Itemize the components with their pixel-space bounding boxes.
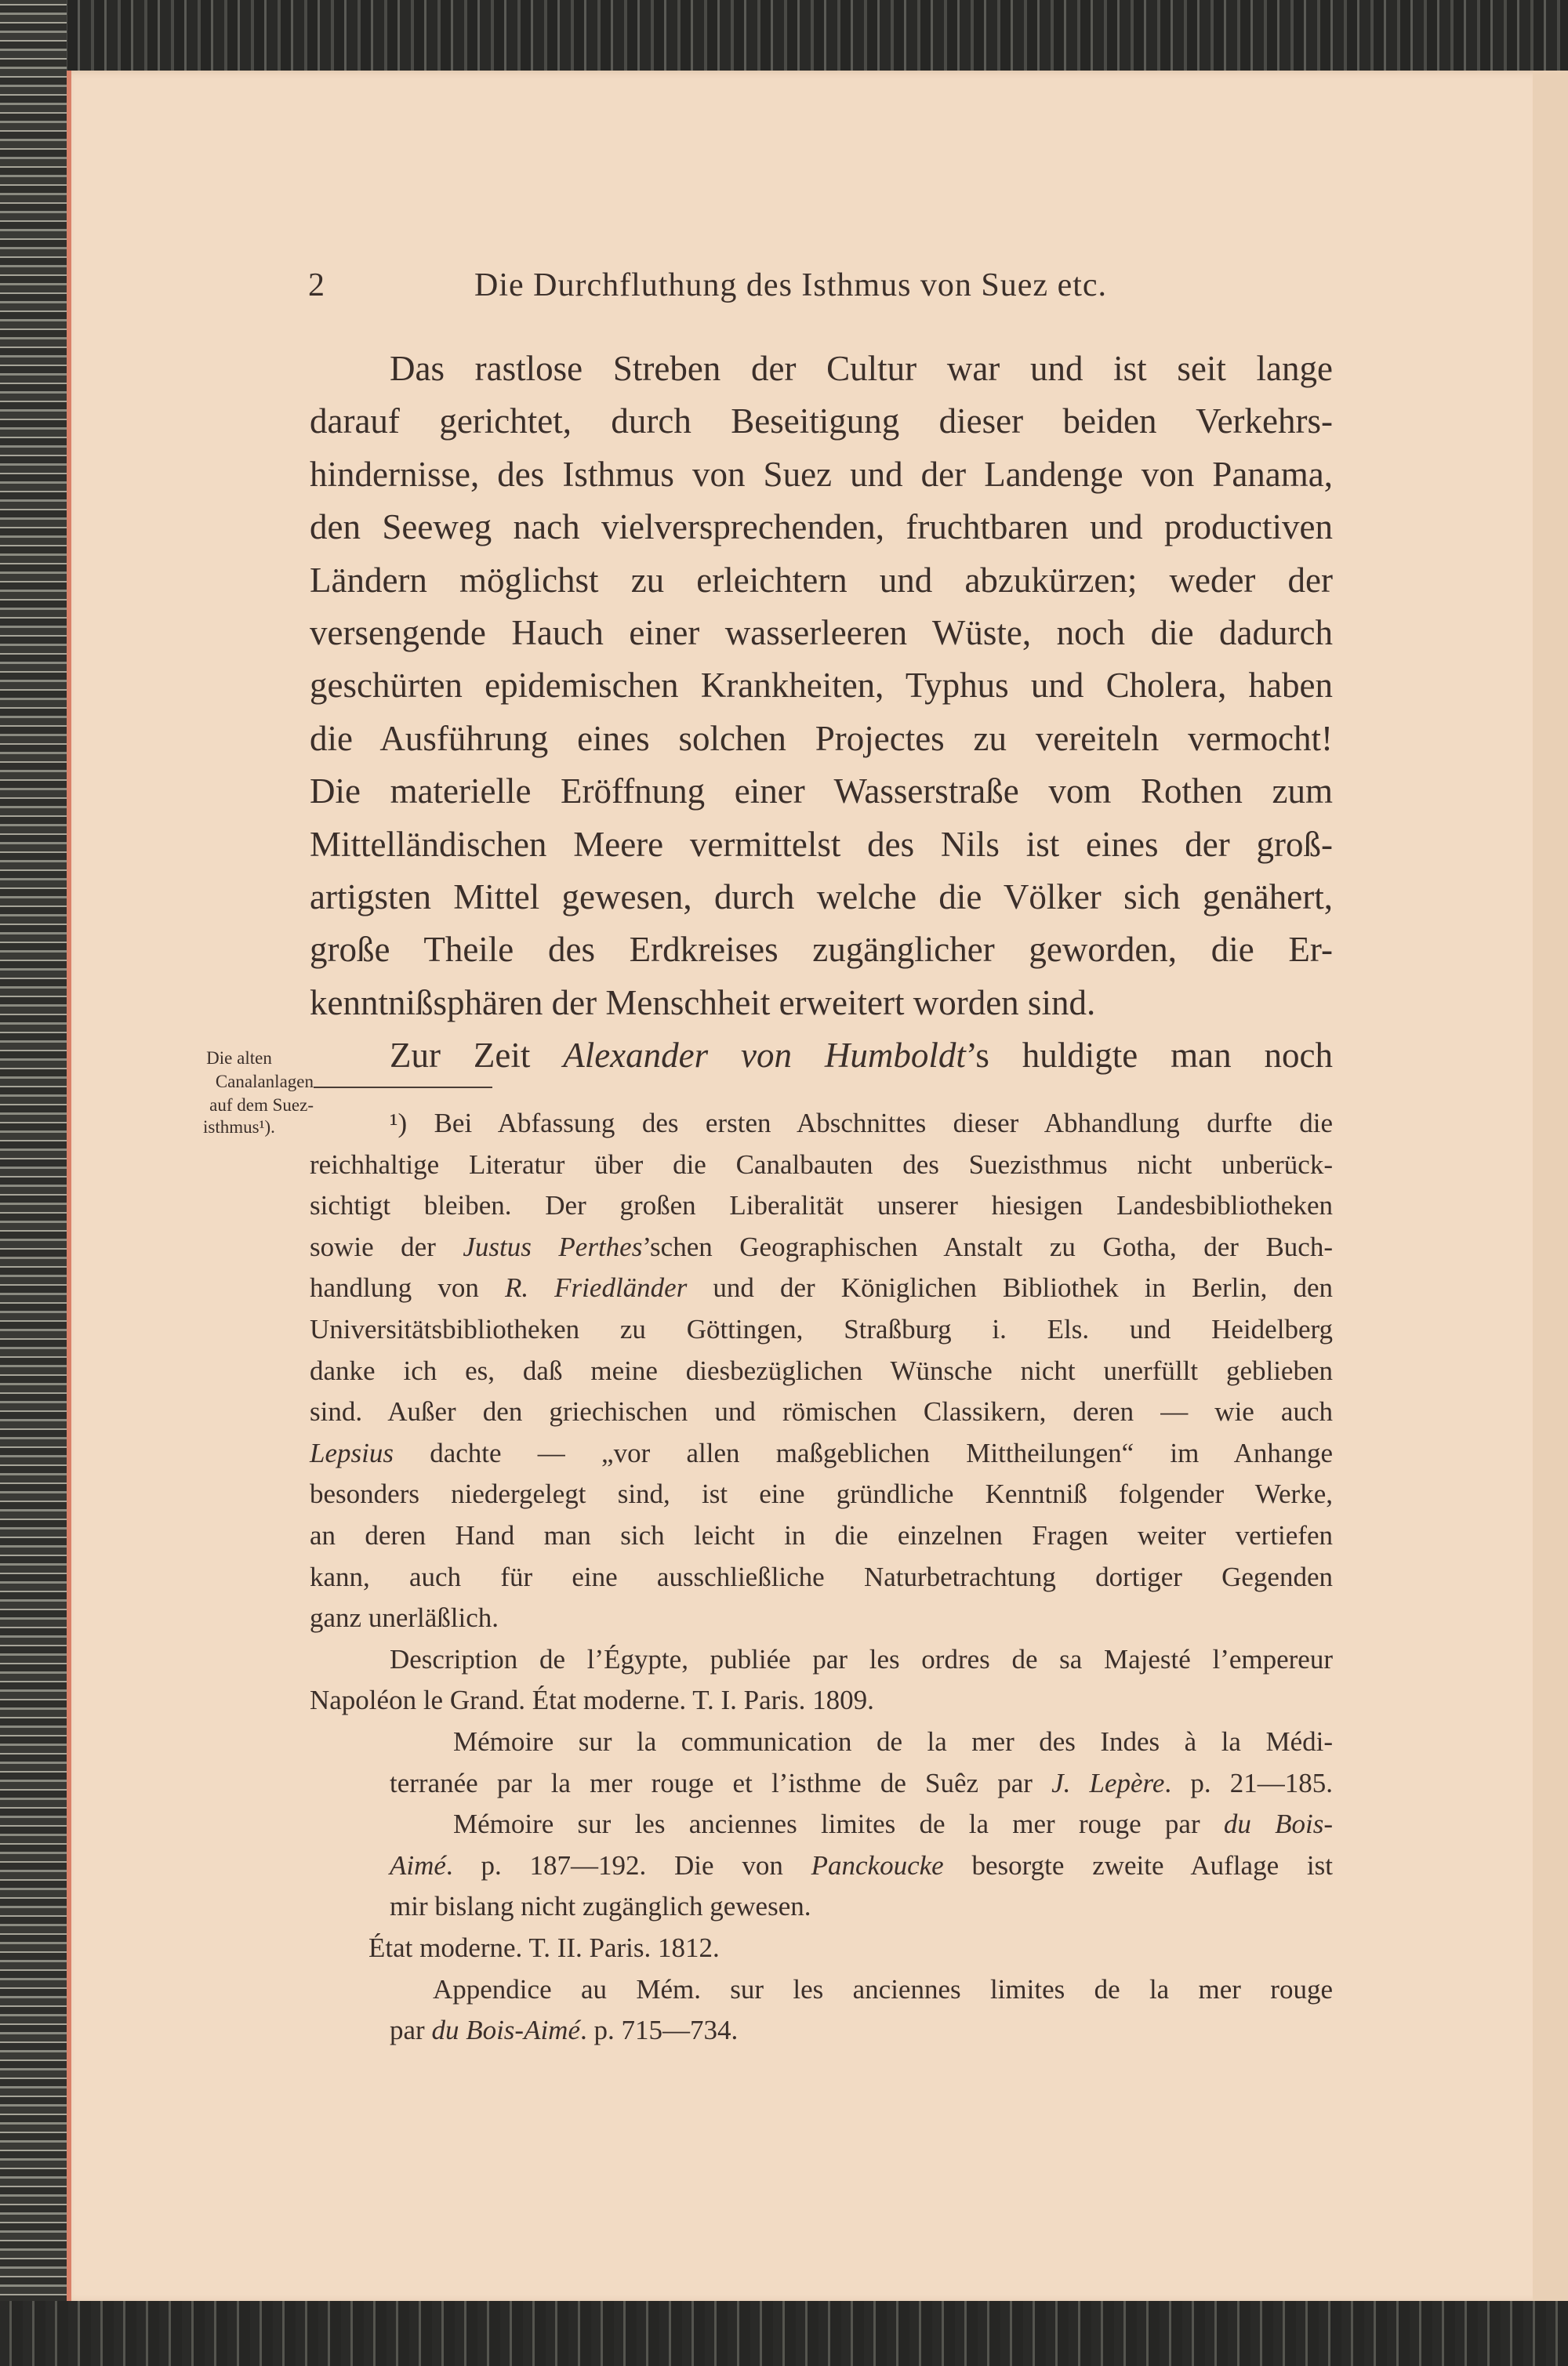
footnote-line <box>390 1105 1333 1141</box>
margin-note-line: auf dem Suez- <box>209 1095 314 1115</box>
text-segment: terranée par la mer rouge et l’isthme de Suêz par <box>390 1767 1052 1798</box>
page-fold <box>1533 71 1568 2303</box>
text-segment: dachte — „vor allen maßgeblichen Mittheilungen“ im Anhange <box>393 1437 1333 1468</box>
text-line <box>310 821 1333 868</box>
text-segment: Mémoire sur les anciennes limites de la mer rouge par <box>453 1809 1224 1840</box>
italic-name: R. Friedländer <box>504 1272 688 1304</box>
text-segment: Napoléon le Grand. État moderne. T. I. Paris. 1809. <box>310 1685 874 1716</box>
italic-name: Alexander von Humboldt <box>563 1036 966 1076</box>
text-segment: kann, auch für eine ausschließliche Naturbetrachtung dortiger Gegenden <box>310 1561 1333 1592</box>
footnote-line <box>310 1682 1333 1718</box>
text-segment: darauf gerichtet, durch Beseitigung dieser beiden Verkehrs- <box>310 401 1333 441</box>
text-segment: handlung von <box>310 1272 505 1304</box>
italic-name: Justus Perthes <box>463 1231 643 1262</box>
text-segment: den Seeweg nach vielversprechenden, fruchtbaren und productiven <box>310 507 1333 547</box>
footnote-line <box>390 1889 1333 1925</box>
text-line <box>310 662 1333 709</box>
footnote-line <box>310 1435 1333 1471</box>
text-segment: besonders niedergelegt sind, ist eine gründliche Kenntniß folgender Werke, <box>310 1479 1333 1510</box>
text-segment: sowie der <box>310 1231 463 1262</box>
text-line <box>390 345 1333 392</box>
footnote-line <box>310 1188 1333 1224</box>
text-line <box>310 609 1333 656</box>
text-line <box>310 503 1333 550</box>
page-number: 2 <box>308 267 325 303</box>
text-segment: Universitätsbibliotheken zu Göttingen, Straßburg i. Els. und Heidelberg <box>310 1314 1333 1344</box>
text-line <box>310 451 1333 498</box>
margin-note-line: Die alten <box>206 1048 272 1068</box>
text-segment: besorgte zweite Auflage ist <box>943 1849 1333 1881</box>
italic-name: du Bois-Aimé <box>431 2015 580 2046</box>
text-line <box>310 979 1333 1026</box>
text-segment: und der Königlichen Bibliothek in Berlin, den <box>687 1272 1333 1304</box>
text-segment: Zur Zeit <box>390 1036 564 1076</box>
text-segment: geschürten epidemischen Krankheiten, Typhus und Cholera, haben <box>310 666 1333 706</box>
text-segment: . p. 715—734. <box>580 2015 739 2046</box>
italic-name: Lepsius <box>310 1437 394 1468</box>
text-segment: Die materielle Eröffnung einer Wasserstraße vom Rothen zum <box>310 771 1333 811</box>
text-segment: sind. Außer den griechischen und römischen Classikern, deren — wie auch <box>310 1396 1333 1428</box>
text-segment: . p. 187—192. Die von <box>445 1849 811 1881</box>
text-line <box>310 926 1333 973</box>
footnote-line <box>390 1848 1333 1884</box>
footnote-line <box>310 1147 1333 1183</box>
italic-name: Aimé <box>390 1849 446 1881</box>
text-segment: Ländern möglichst zu erleichtern und abzukürzen; weder der <box>310 560 1333 600</box>
footnote-line <box>310 1353 1333 1389</box>
footnote-line <box>310 1476 1333 1512</box>
scan-top-edge <box>0 0 1568 74</box>
text-segment: Mémoire sur la communication de la mer des Indes à la Médi- <box>453 1726 1333 1757</box>
running-title: Die Durchfluthung des Isthmus von Suez etc. <box>474 267 1108 303</box>
text-segment: État moderne. T. II. Paris. 1812. <box>368 1932 720 1963</box>
footnote-line <box>310 1312 1333 1348</box>
text-segment: mir bislang nicht zugänglich gewesen. <box>390 1891 811 1922</box>
scan-bottom-edge <box>0 2301 1568 2366</box>
footnote-line <box>453 1806 1333 1842</box>
text-segment: ¹) Bei Abfassung des ersten Abschnittes dieser Abhandlung durfte die <box>390 1108 1333 1138</box>
text-segment: ’schen Geographischen Anstalt zu Gotha, der Buch- <box>642 1231 1333 1262</box>
footnote-rule <box>314 1087 492 1088</box>
text-segment: reichhaltige Literatur über die Canalbauten des Suezisthmus nicht unberück- <box>310 1149 1333 1180</box>
text-segment: ’s huldigte man noch <box>965 1036 1333 1076</box>
text-segment: an deren Hand man sich leicht in die einzelnen Fragen weiter vertiefen <box>310 1520 1333 1551</box>
text-line <box>310 873 1333 920</box>
italic-name: du Bois- <box>1223 1809 1333 1840</box>
text-segment: artigsten Mittel gewesen, durch welche die Völker sich genähert, <box>310 877 1333 916</box>
text-line <box>310 767 1333 815</box>
text-segment: Appendice au Mém. sur les anciennes limites de la mer rouge <box>433 1973 1333 2005</box>
footnote-line <box>390 1642 1333 1678</box>
text-segment: ganz unerläßlich. <box>310 1602 499 1634</box>
text-segment: danke ich es, daß meine diesbezüglichen Wünsche nicht unerfüllt geblieben <box>310 1355 1333 1386</box>
italic-name: J. Lepère <box>1051 1767 1165 1798</box>
footnote-line <box>453 1724 1333 1760</box>
footnote-line <box>310 1394 1333 1430</box>
text-segment: Das rastlose Streben der Cultur war und ist seit lange <box>390 349 1333 388</box>
text-line <box>390 1032 1333 1079</box>
footnote-line <box>310 1518 1333 1554</box>
italic-name: Panckoucke <box>811 1849 944 1881</box>
text-segment: die Ausführung eines solchen Projectes zu vereiteln vermocht! <box>310 718 1333 758</box>
book-cover-edge <box>0 0 67 2366</box>
footnote-line <box>433 1972 1333 2008</box>
text-segment: par <box>390 2015 432 2046</box>
footnote-line <box>310 1559 1333 1595</box>
text-segment: große Theile des Erdkreises zugänglicher geworden, die Er- <box>310 930 1333 970</box>
margin-note-line: isthmus¹). <box>203 1117 275 1137</box>
text-segment: versengende Hauch einer wasserleeren Wüste, noch die dadurch <box>310 613 1333 652</box>
text-segment: kenntnißsphären der Menschheit erweitert worden sind. <box>310 982 1096 1022</box>
text-segment: sichtigt bleiben. Der großen Liberalität unserer hiesigen Landesbibliotheken <box>310 1190 1333 1221</box>
text-segment: Mittelländischen Meere vermittelst des Nils ist eines der groß- <box>310 824 1333 864</box>
text-segment: Description de l’Égypte, publiée par les ordres de sa Majesté l’empereur <box>390 1643 1333 1675</box>
text-line <box>310 715 1333 762</box>
text-line <box>310 397 1333 445</box>
footnote-line <box>368 1930 1333 1966</box>
text-segment: . p. 21—185. <box>1164 1767 1333 1798</box>
margin-note-line: Canalanlagen <box>215 1072 314 1091</box>
text-segment: hindernisse, des Isthmus von Suez und der Landenge von Panama, <box>310 454 1333 494</box>
footnote-line <box>310 1600 1333 1636</box>
footnote-line <box>390 2012 1333 2048</box>
footnote-line <box>310 1270 1333 1306</box>
footnote-line <box>310 1229 1333 1265</box>
footnote-line <box>390 1765 1333 1802</box>
text-line <box>310 557 1333 604</box>
